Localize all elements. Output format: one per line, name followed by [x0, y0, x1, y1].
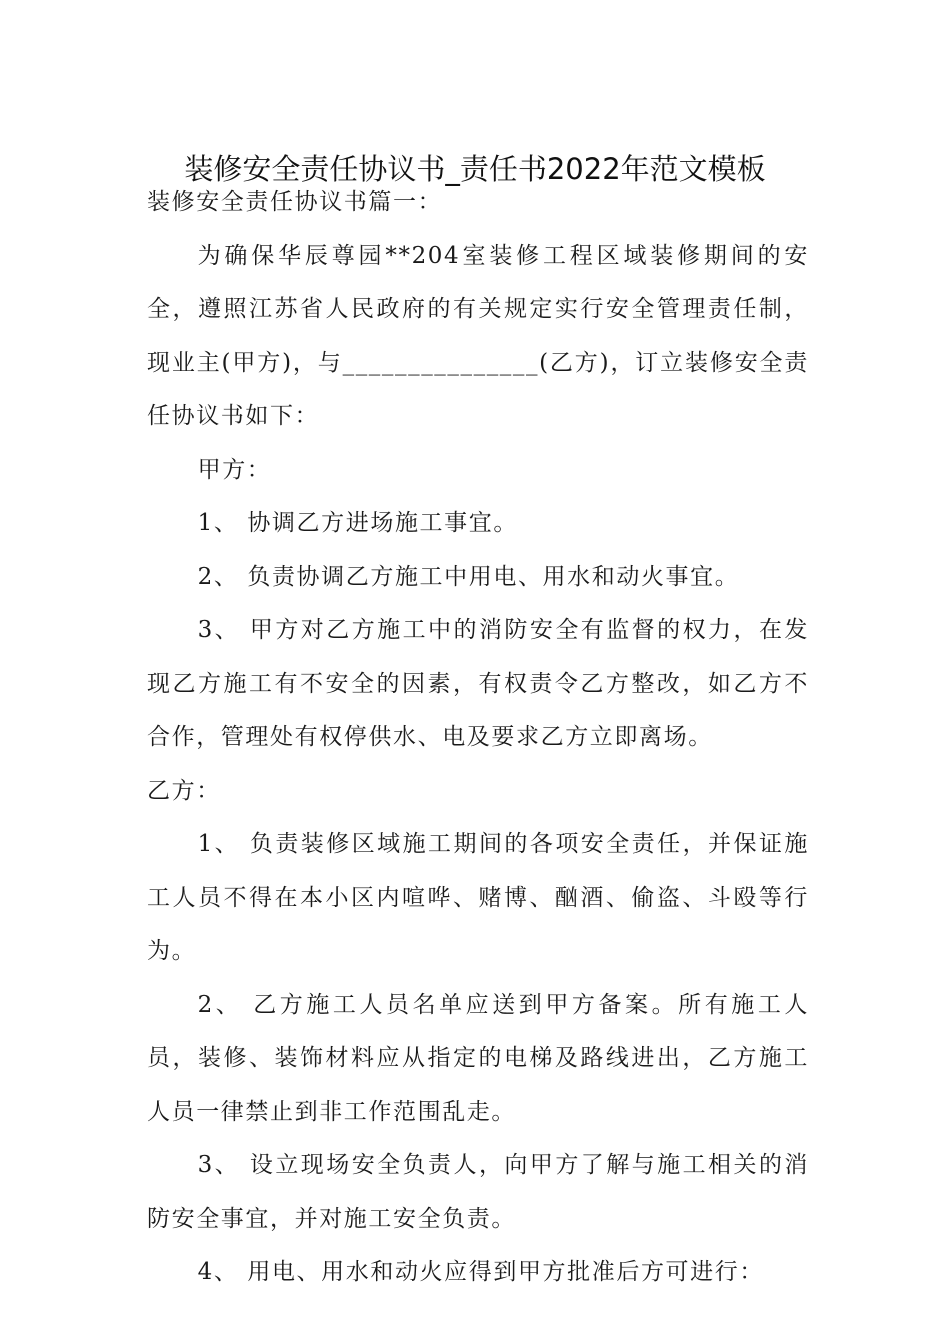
party-b-item-3: 3、 设立现场安全负责人，向甲方了解与施工相关的消防安全事宜，并对施工安全负责。: [147, 1152, 809, 1232]
party-b-item-4: 4、 用电、用水和动火应得到甲方批准后方可进行：: [197, 1259, 764, 1285]
party-a-heading: 甲方：: [197, 456, 272, 483]
document-title: 装修安全责任协议书_责任书2022年范文模板: [184, 152, 766, 187]
party-b-item-2: 2、 乙方施工人员名单应送到甲方备案。所有施工人员，装修、装饰材料应从指定的电梯及路线进出，乙方施工人员一律禁止到非工作范围乱走。: [147, 991, 809, 1125]
party-a-item-3: 3、 甲方对乙方施工中的消防安全有监督的权力，在发现乙方施工有不安全的因素，有权责令乙方整改，如乙方不合作，管理处有权停供水、电及要求乙方立即离场。: [147, 617, 809, 750]
document-body: [147, 176, 809, 1300]
party-a-item-2: 2、 负责协调乙方施工中用电、用水和动火事宜。: [197, 563, 740, 590]
section-heading: 装修安全责任协议书篇一：: [147, 189, 443, 215]
party-a-item-1: 1、 协调乙方进场施工事宜。: [197, 510, 518, 536]
intro-paragraph: 为确保华辰尊园**204室装修工程区域装修期间的安全，遵照江苏省人民政府的有关规定实行安全管理责任制，现业主(甲方)，与_______________(乙方)，订立装修安全责任协议书如下：: [147, 242, 809, 429]
party-b-item-1: 1、 负责装修区域施工期间的各项安全责任，并保证施工人员不得在本小区内喧哗、赌博、酗酒、偷盗、斗殴等行为。: [147, 831, 809, 964]
party-b-heading: 乙方：: [147, 777, 221, 804]
